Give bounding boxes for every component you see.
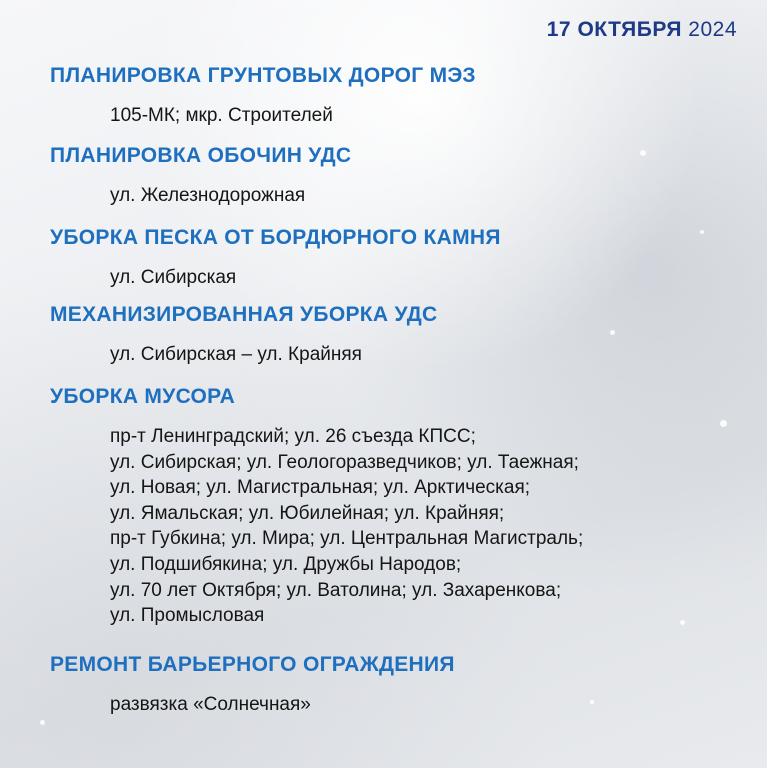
section-title: ПЛАНИРОВКА ГРУНТОВЫХ ДОРОГ МЭЗ — [50, 64, 476, 87]
date-day-month: 17 ОКТЯБРЯ — [546, 18, 682, 41]
list-item: ул. Промысловая — [110, 605, 265, 627]
list-item: ул. Подшибякина; ул. Дружбы Народов; — [110, 553, 462, 575]
list-item: ул. Сибирская — [110, 267, 237, 288]
section-title: УБОРКА МУСОРА — [50, 385, 236, 408]
list-item: ул. Сибирская – ул. Крайняя — [110, 344, 362, 365]
section-barrier-repair — [50, 652, 750, 718]
section-title: РЕМОНТ БАРЬЕРНОГО ОГРАЖДЕНИЯ — [50, 653, 455, 676]
list-item: ул. Ямальская; ул. Юбилейная; ул. Крайняя; — [110, 502, 505, 524]
section-garbage-cleaning — [50, 384, 750, 629]
section-title: МЕХАНИЗИРОВАННАЯ УБОРКА УДС — [50, 303, 438, 326]
list-item: ул. 70 лет Октября; ул. Ватолина; ул. Захаренкова; — [110, 579, 562, 601]
section-mechanized-cleaning — [50, 302, 750, 368]
date-year: 2024 — [688, 18, 737, 41]
list-item: пр-т Губкина; ул. Мира; ул. Центральная Магистраль; — [110, 528, 584, 550]
list-item: пр-т Ленинградский; ул. 26 съезда КПСС; — [110, 426, 476, 447]
section-roadside — [50, 143, 750, 209]
list-item: ул. Сибирская; ул. Геологоразведчиков; ул. Таежная; — [110, 451, 579, 473]
date-header — [547, 18, 737, 42]
snowflake-decoration — [40, 720, 45, 725]
section-items — [110, 342, 750, 368]
list-item: ул. Железнодорожная — [110, 185, 306, 206]
section-ground-roads — [50, 63, 750, 129]
list-item: 105-МК; мкр. Строителей — [110, 105, 333, 126]
section-items — [110, 692, 750, 718]
section-title: ПЛАНИРОВКА ОБОЧИН УДС — [50, 144, 352, 167]
section-items — [110, 424, 750, 629]
section-title: УБОРКА ПЕСКА ОТ БОРДЮРНОГО КАМНЯ — [50, 226, 501, 249]
section-items — [110, 183, 750, 209]
section-items — [110, 103, 750, 129]
list-item: ул. Новая; ул. Магистральная; ул. Арктическая; — [110, 477, 531, 499]
list-item: развязка «Солнечная» — [110, 694, 311, 715]
section-sand-cleaning — [50, 225, 750, 291]
section-items — [110, 265, 750, 291]
